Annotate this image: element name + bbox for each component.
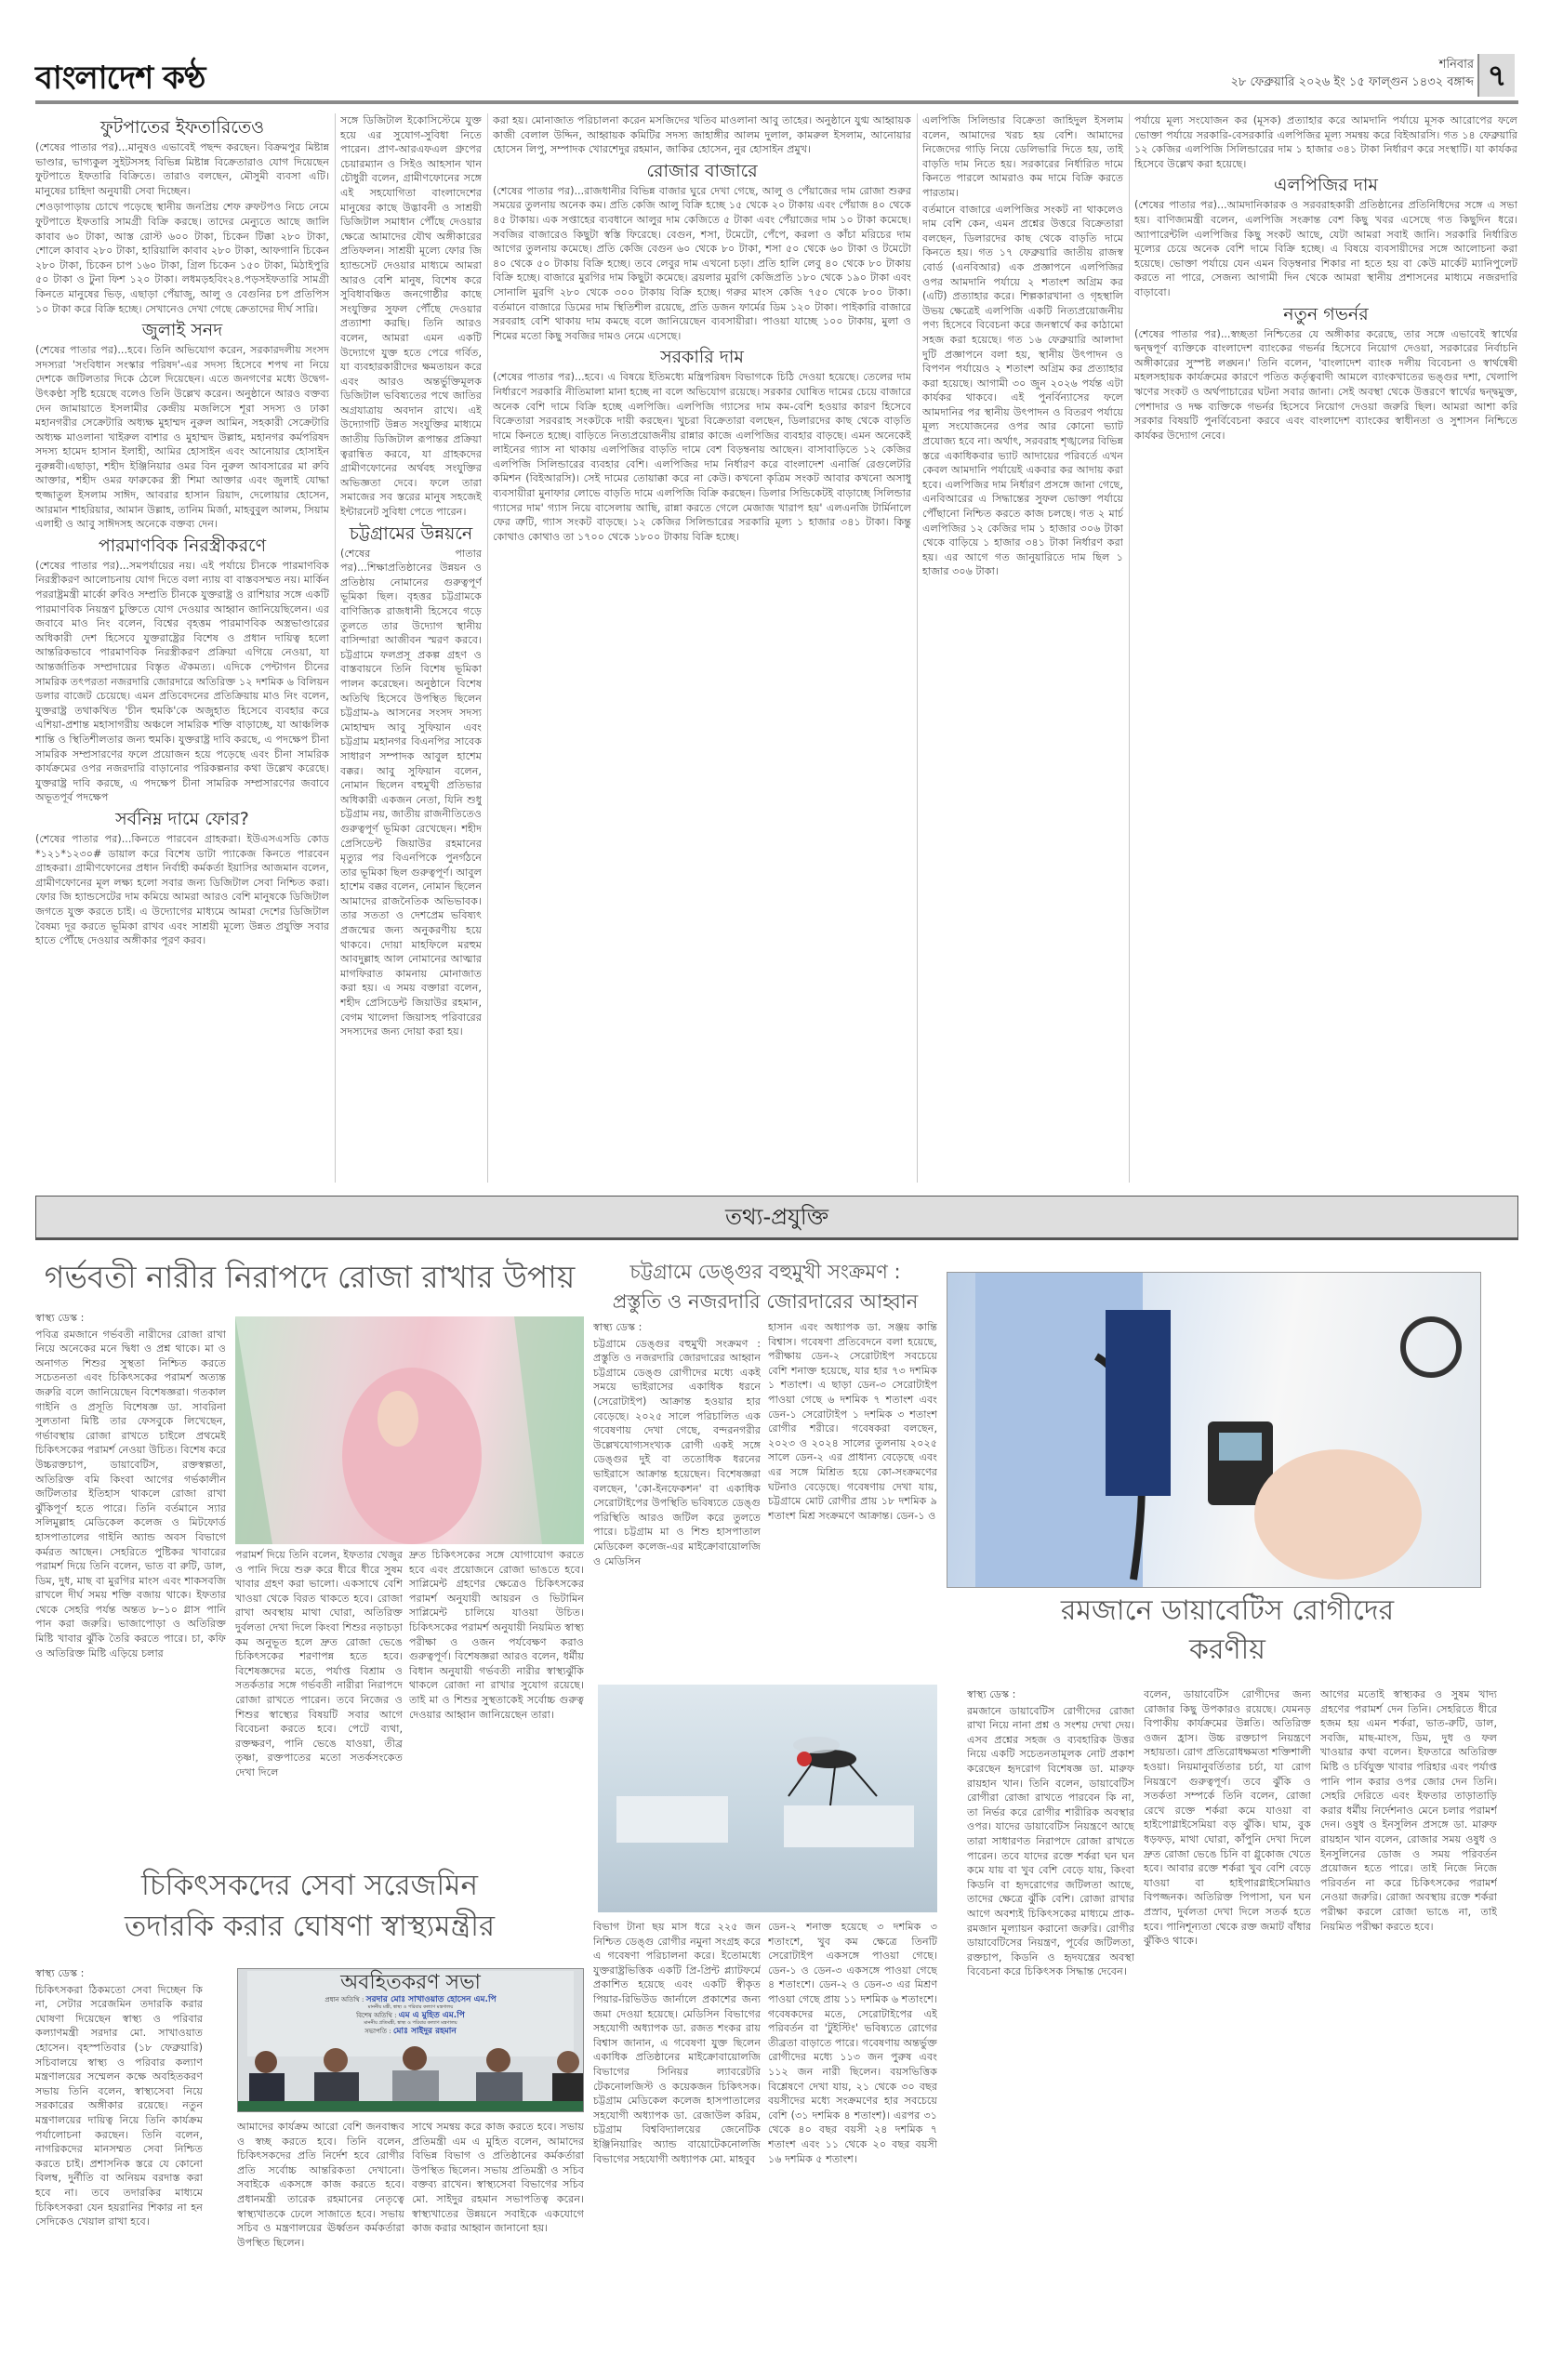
date-block <box>1230 56 1474 91</box>
column-divider <box>335 113 336 1183</box>
dengue-column-2 <box>768 1320 937 1678</box>
pregnant-woman-photo <box>235 1316 584 1544</box>
byline: স্বাস্থ্য ডেস্ক : <box>35 1312 85 1324</box>
article-paragraph: (শেষের পাতার পর)...হবে। এ বিষয়ে ইতিমধ্যে মন্ত্রিপরিষদ বিভাগকে চিঠি দেওয়া হয়েছে। তেলের দাম নির্ধারণে সরকারি নীতিমালা মানা হচ্ছে না বলে অভিযোগ রয়েছে। সরকার ঘোষিত দামের চেয়ে বাজারে অনেক বেশি দামে বিক্রি হচ্ছে এলপিজি। এলপিজি গ্যাসের দাম কম-বেশি হওয়ার কারণ হিসেবে বিক্রেতারা সরবরাহ সংকটকে দায়ী করছেন। খুচরা বিক্রেতারা বলছেন, ডিলারদের কাছ থেকে বাড়তি দামে কিনতে হচ্ছে। বাড়িতে নিত্যপ্রয়োজনীয় রান্নার কাজে এলপিজির ব্যবহার বাড়ছে। এমন অনেকেই লাইনের গ্যাস না থাকায় এলপিজির বাড়তি দামে বেশ বিড়ম্বনায় আছেন। বাসাবাড়িতে ১২ কেজির এলপিজি সিলিন্ডারের ব্যবহার বেশি। এলপিজির দাম নির্ধারণ করে বাংলাদেশ এনার্জি রেগুলেটরি কমিশন (বিইআরসি)। সেই দামের তোয়াক্কা করে না কেউ। কখনো কৃত্রিম সংকট আবার কখনো অসাধু ব্যবসায়ীরা মুনাফার লোভে বাড়তি দামে এলপিজি বিক্রি করছেন। ডিলার সিন্ডিকেটই বাড়াচ্ছে সিলিন্ডার গ্যাসের দাম' গ্যাস নিয়ে বাসেলায় আছি, রান্না করতে গেলে মেজাজ খারাপ হয়' এলএনজি টার্মিনালে ফের ত্রুটি, গ্যাস সংকট বাড়ছে। ১২ কেজির সিলিন্ডারের সরকারি মূল্য ১ হাজার ৩৪১ টাকা। কিন্তু কোথাও কোথাও তা ১৭০০ থেকে ১৮০০ টাকায় বিক্রি হচ্ছে। <box>493 371 911 543</box>
article-headline: জুলাই সনদ <box>141 320 223 341</box>
article-headline: নতুন গভর্নর <box>1283 303 1369 324</box>
dengue-mosquito-photo <box>598 1685 937 1912</box>
minister-headline-line-1: চিকিৎসকদের সেবা সরেজমিন <box>141 1869 478 1902</box>
officials-at-table <box>238 2043 584 2112</box>
article-headline: চট্টগ্রামের উন্নয়নে <box>349 522 473 544</box>
diabetes-column-3 <box>1320 1687 1497 2357</box>
article-paragraph: বর্তমানে বাজারে এলপিজির সংকট না থাকলেও দাম বেশি কেন, এমন প্রশ্নের উত্তরে বিক্রেতারা বলছেন, ডিলারদের কাছ থেকে বাড়তি দামে কিনতে হয়। গত ১৭ ফেব্রুয়ারি জাতীয় রাজস্ব বোর্ড (এনবিআর) এক প্রজ্ঞাপনে এলপিজির ওপর আমদানি পর্যায়ে ২ শতাংশ অগ্রিম কর (এটি) প্রত্যাহার করে। শিল্পকারখানা ও গৃহস্থালি উভয় ক্ষেত্রেই এলপিজি একটি নিত্যপ্রয়োজনীয় পণ্য হিসেবে বিবেচনা করে জনস্বার্থে কর কাঠামো সহজ করা হয়েছে। গত ১৬ ফেব্রুয়ারি আলাদা দুটি প্রজ্ঞাপনে বলা হয়, স্থানীয় উৎপাদন ও বিপণন পর্যায়েও ২ শতাংশ অগ্রিম কর প্রত্যাহার করা হয়েছে। আগামী ৩০ জুন ২০২৬ পর্যন্ত এটা কার্যকর থাকবে। এই পুনর্বিন্যাসের ফলে আমদানির পর স্থানীয় উৎপাদন ও বিতরণ পর্যায়ে মূল্য সংযোজনের ওপর আর কোনো ভ্যাট প্রযোজ্য হবে না। অর্থাৎ, সরবরাহ শৃঙ্খলের বিভিন্ন স্তরে একাধিকবার ভ্যাট আদায়ের পরিবর্তে এখন কেবল আমদানি পর্যায়েই একবার কর আদায় করা হবে। এলপিজির দাম নির্ধারণ প্রসঙ্গে জানা গেছে, এনবিআরের এ সিদ্ধান্তের সুফল ভোক্তা পর্যায়ে পৌঁছানো নিশ্চিত করতে কাজ চলছে। গত ২ মার্চ এলপিজির ১২ কেজির দাম ১ হাজার ৩০৬ টাকা থেকে বাড়িয়ে ১ হাজার ৩৪১ টাকা নির্ধারণ করা হয়। এর আগে গত জানুয়ারিতে দাম ছিল ১ হাজার ৩০৬ টাকা। <box>922 203 1123 578</box>
article-paragraph: বলেন, ডায়াবেটিস রোগীদের জন্য রোজার কিছু উপকারও রয়েছে। যেমনড় বিপাকীয় কার্যক্রমের উন্নতি। অতিরিক্ত ওজন হ্রাস। উচ্চ রক্তচাপ নিয়ন্ত্রণে সহায়তা। রোগ প্রতিরোধক্ষমতা শক্তিশালী হওয়া। নিয়মানুবর্তিতার চর্চা, যা রোগ নিয়ন্ত্রণে গুরুত্বপূর্ণ। তবে ঝুঁকি ও সতর্কতা সম্পর্কে তিনি বলেন, রোজা রেখে রক্তে শর্করা কমে যাওয়া বা হাইপোগ্লাইসেমিয়া বড় ঝুঁকি। ঘাম, বুক ধড়ফড়, মাথা ঘোরা, কাঁপুনি দেখা দিলে দ্রুত রোজা ভেঙে চিনি বা গ্লুকোজ খেতে হবে। আবার রক্তে শর্করা খুব বেশি বেড়ে যাওয়া বা হাইপারগ্লাইসেমিয়াও বিপজ্জনক। অতিরিক্ত পিপাসা, ঘন ঘন প্রস্রাব, দুর্বলতা দেখা দিলে সতর্ক হতে হবে। পানিশূন্যতা থেকে রক্ত জমাট বাঁধার ঝুঁকিও থাকে। <box>1144 1688 1311 1948</box>
article-paragraph: (শেষের পাতার পর)...স্বচ্ছতা নিশ্চিতের যে অঙ্গীকার করেছে, তার সঙ্গে এভাবেই স্বার্থের দ্বন্দ্বপূর্ণ ব্যক্তিকে বাংলাদেশ ব্যাংকের গভর্নর হিসেবে নিয়োগ দেওয়া, সরকারের নির্বাচনি অঙ্গীকারের সুস্পষ্ট লঙ্ঘন।' তিনি বলেন, 'বাংলাদেশ ব্যাংক দলীয় বিবেচনা ও স্বার্থন্বেষী মহলসহায়ক কার্যক্রমের কারণে পতিত কর্তৃত্ববাদী আমলে ব্যাংকখাতের ভঙ্গুর দশা, খেলাপি ঋণের সংকট ও অর্থপাচারের ঘটনা সবার জানা। সেই অবস্থা থেকে উত্তরণে স্বার্থের দ্বন্দ্বমুক্ত, পেশাদার ও দক্ষ ব্যক্তিকে গভর্নর হিসেবে নিয়োগ দেওয়া জরুরি ছিল। আমরা আশা করি সরকার বিষয়টি পুনর্বিবেচনা করবে এবং বাংলাদেশ ব্যাংকের স্বাধীনতা ও সুশাসন নিশ্চিতে কার্যকর উদ্যোগ নেবে। <box>1134 327 1517 442</box>
article-paragraph: (শেষের পাতার পর)...আমদানিকারক ও সরবরাহকারী প্রতিষ্ঠানের প্রতিনিধিদের সঙ্গে এ সভা হয়। বাণিজ্যমন্ত্রী বলেন, এলপিজি সংক্রান্ত বেশ কিছু খবর এসেছে গত কিছুদিন ধরে। অ্যাপারেন্টলি এলপিজির কিছু সংকট আছে, যেটা আমরা সবাই জানি। সরকারি নির্ধারিত মূল্যের চেয়ে অনেক বেশি দামে বিক্রি হচ্ছে। এ বিষয়ে ব্যবসায়ীদের সঙ্গে আলোচনা করা হয়েছে। ভোক্তা পর্যায়ে যেন এমন বিড়ম্বনার শিকার না হতে হয় বা কেউ মার্কেট ম্যানিপুলেট করতে না পারে, সেজন্য আগামী দিন থেকে আমরা স্থানীয় প্রশাসনের মাধ্যমে নজরদারি বাড়াবো। <box>1134 199 1517 298</box>
column-divider <box>1129 113 1130 1183</box>
column-2 <box>340 113 482 1192</box>
article-paragraph: (শেষের পাতার পর)...হবে। তিনি অভিযোগ করেন, সরকারদলীয় সংসদ সদস্যরা 'সংবিধান সংস্কার পরিষদ'-এর সদস্য হিসেবে শপথ না নিয়ে দেশকে জটিলতার দিকে ঠেলে দিয়েছেন। এতে জনগণের মধ্যে উদ্বেগ-উৎকণ্ঠা সৃষ্টি হয়েছে বলেও তিনি উল্লেখ করেন। অনুষ্ঠানে আরও বক্তব্য দেন জামায়াতে ইসলামীর কেন্দ্রীয় মজলিসে শূরা সদস্য ও ঢাকা মহানগরীর সেক্রেটারি অধ্যক্ষ মুহাম্মদ নুরুল আমিন, সহকারী সেক্রেটারি অধ্যক্ষ মাওলানা খাইরুল বাশার ও মুহাম্মদ উল্লাহ, মহানগর কর্মপরিষদ সদস্য হামেদ হাসান ইলাহী, আমির হোসাইন এবং আনোয়ার হোসাইন নুরুন্নবী।এছাড়া, শহীদ ইঞ্জিনিয়ার ওমর বিন নুরুল আবসারের মা রুবি আক্তার, শহীদ ওমর ফারুকের স্ত্রী শিমা আক্তার এবং জুলাই যোদ্ধা হুজ্জাতুল ইসলাম সাঈদ, আবরার হাসান রিয়াদ, দেলোয়ার হোসেন, আরমান শাহরিয়ার, আমান উল্লাহ, তানিম মির্জা, মাহবুবুল আলম, সিয়াম এলাহী ও আবু সাঈদসহ অনেকে বক্তব্য দেন। <box>35 344 329 531</box>
pregnancy-column-2 <box>235 1548 403 1818</box>
article-headline: এলপিজির দাম <box>1274 175 1378 196</box>
article-paragraph: করা হয়। মোনাজাত পরিচালনা করেন মসজিদের খতিব মাওলানা আবু তাহের। অনুষ্ঠানে যুগ্ম আহ্বায়ক কাজী বেলাল উদ্দিন, আহ্বায়ক কমিটির সদস্য জাহাঙ্গীর আলম দুলাল, কামরুল ইসলাম, আনোয়ার হোসেন লিপু, সম্পাদক খোরশেদুর রহমান, জাকির হোসেন, নুর হোসাইন প্রমুখ। <box>493 114 911 156</box>
minister-column-2 <box>237 2120 404 2357</box>
masthead-rule <box>35 100 1518 104</box>
article-paragraph: আমাদের কার্যক্রম আরো বেশি জনবান্ধব ও স্বচ্ছ করতে হবে। তিনি বলেন, চিকিৎসকদের প্রতি নির্দেশ হবে রোগীর প্রতি সর্বোচ্চ আন্তরিকতা দেখানো। সবাইকে একসঙ্গে কাজ করতে হবে। প্রধানমন্ত্রী তারেক রহমানের নেতৃত্বে স্বাস্থ্যখাতকে ঢেলে সাজাতে হবে। সভায় সচিব ও মন্ত্রণালয়ের ঊর্ধ্বতন কর্মকর্তারা উপস্থিত ছিলেন। <box>237 2121 404 2249</box>
pregnancy-column-1 <box>35 1311 226 1818</box>
pregnancy-column-3 <box>409 1548 584 1818</box>
article-paragraph: (শেষের পাতার পর)...কিনতে পারবেন গ্রাহকরা। ইউএসএসডি কোড *১২১*১২৩০# ডায়াল করে বিশেষ ডাটা প্যাকেজ কিনতে পারবেন গ্রাহকরা। গ্রামীণফোনের প্রধান নির্বাহী কর্মকর্তা ইয়াসির আজমান বলেন, গ্রামীণফোনের মূল লক্ষ্য হলো সবার জন্য ডিজিটাল সেবা নিশ্চিত করা। ফোর জি হ্যান্ডসেটের দাম কমিয়ে আমরা আরও বেশি মানুষকে ডিজিটাল জগতে যুক্ত করতে চাই। এ উদ্যোগের মাধ্যমে আমরা দেশের ডিজিটাল বৈষম্য দূর করতে ভূমিকা রাখব এবং সাশ্রয়ী মূল্যে উন্নত প্রযুক্তি সবার হাতে পৌঁছে দেওয়ার অঙ্গীকার পূরণ করব। <box>35 832 329 947</box>
chief-guest-title: মাননীয় মন্ত্রী, স্বাস্থ্য ও পরিবার কল্যাণ মন্ত্রণালয় <box>367 2004 454 2010</box>
article-paragraph: চট্টগ্রামে ডেঙ্গুর বহুমুখী সংক্রমণ : প্রস্তুতি ও নজরদারি জোরদারের আহ্বান চট্টগ্রামে ডেঙ্গু রোগীদের মধ্যে একই সময়ে ভাইরাসের একাধিক ধরনে (সেরোটাইপ) আক্রান্ত হওয়ার হার বেড়েছে। ২০২৫ সালে পরিচালিত এক গবেষণায় দেখা গেছে, বন্দরনগরীর উল্লেখযোগ্যসংখ্যক রোগী একই সঙ্গে ডেঙ্গুর দুই বা ততোধিক ধরনের ভাইরাসে আক্রান্ত হয়েছেন। বিশেষজ্ঞরা বলছেন, 'কো-ইনফেকশন' বা একাধিক সেরোটাইপের উপস্থিতি ভবিষ্যতে ডেঙ্গু পরিস্থিতি আরও জটিল করে তুলতে পারে। চট্টগ্রাম মা ও শিশু হাসপাতাল মেডিকেল কলেজ-এর মাইক্রোবায়োলজি ও মেডিসিন <box>593 1337 761 1567</box>
briefing-meeting-photo <box>237 1968 584 2112</box>
article-headline: সরকারি দাম <box>660 347 744 368</box>
diabetes-column-2 <box>1144 1687 1311 2357</box>
special-guest-name: এম এ মুহিত এম.পি <box>398 2011 465 2020</box>
weekday: শনিবার <box>1438 58 1474 72</box>
article-paragraph: শেওড়াপাড়ায় চোখে পড়েছে স্থানীয় জনপ্রিয় শেফ রুফটপও নিচে নেমে ফুটপাতে ইফতারি সামগ্রী বিক্রি করছে। তাদের মেন্যুতে আছে জালি কাবাব ৬০ টাকা, আস্ত রোস্ট ৬০০ টাকা, চিকেন টিক্কা ২৮০ টাকা, শোলে কাবাব ২৮০ টাকা, হারিয়ালি কাবাব ২৮০ টাকা, আফগানি চিকেন ২৮০ টাকা, চিকেন চাপ ১৬০ টাকা, গ্রিল চিকেন ১৫০ টাকা, মিঠাইপুরি ৫০ টাকা ও টুনা ফিশ ১২০ টাকা। লধমড়হবিং২৪.পড়সইফতারি সামগ্রী কিনতে মানুষের ভিড়, এছাড়া পেঁয়াজু, আলু ও বেগুনির চপ প্রতিপিস ১০ টাকা করে বিক্রি হচ্ছে। সেখানেও দেখা গেছে ক্রেতাদের দীর্ঘ সারি। <box>35 201 329 315</box>
minister-column-1 <box>35 1966 203 2357</box>
byline: স্বাস্থ্য ডেস্ক : <box>967 1688 1016 1700</box>
pregnancy-headline: গর্ভবতী নারীর নিরাপদে রোজা রাখার উপায় <box>44 1259 576 1295</box>
special-guest-label: বিশেষ অতিথি : <box>356 2012 397 2019</box>
article-paragraph: সঙ্গে ডিজিটাল ইকোসিস্টেমে যুক্ত হয়ে এর সুযোগ-সুবিধা নিতে পারেন। প্রাণ-আরএফএল গ্রুপের চেয়ারম্যান ও সিইও আহসান খান চৌধুরী বলেন, গ্রামীণফোনের সঙ্গে এই সহযোগিতা বাংলাদেশের মানুষের কাছে উদ্ভাবনী ও সাশ্রয়ী ডিজিটাল সমাধান পৌঁছে দেওয়ার ক্ষেত্রে আমাদের যৌথ অঙ্গীকারের প্রতিফলন। সাশ্রয়ী মূল্যে ফোর জি হ্যান্ডসেট দেওয়ার মাধ্যমে আমরা আরও বেশি মানুষ, বিশেষ করে সুবিধাবঞ্চিত জনগোষ্ঠীর কাছে সংযুক্তির সুফল পৌঁছে দেওয়ার প্রত্যাশা করছি। তিনি আরও বলেন, আমরা এমন একটি উদ্যোগে যুক্ত হতে পেরে গর্বিত, যা ব্যবহারকারীদের ক্ষমতায়ন করে এবং আরও অন্তর্ভুক্তিমূলক ডিজিটাল ভবিষ্যতের পথে জাতির অগ্রযাত্রায় অবদান রাখে। এই উদ্যোগটি উন্নত সংযুক্তির মাধ্যমে জাতীয় ডিজিটাল রূপান্তর প্রক্রিয়া ত্বরান্বিত করবে, যা গ্রাহকদের গ্রামীণফোনের অর্থবহ সংযুক্তির অভিজ্ঞতা দেবে। ফলে তারা সমাজের সব স্তরের মানুষ সহজেই ইন্টারনেট সুবিধা পেতে পারেন। <box>340 114 482 519</box>
mosquito-illustration <box>598 1685 937 1912</box>
column-1 <box>35 113 329 1192</box>
diabetes-headline-line-1: রমজানে ডায়াবেটিস রোগীদের <box>1060 1594 1395 1627</box>
column-3 <box>493 113 911 1192</box>
dengue-column-4 <box>768 1920 937 2357</box>
article-paragraph: এলপিজি সিলিন্ডার বিক্রেতা জাহিদুল ইসলাম বলেন, আমাদের খরচ হয় বেশি। আমাদের নিজেদের গাড়ি নিয়ে ডেলিভারি দিতে হয়, তাই বাড়তি দাম নিতে হয়। সরকারের নির্ধারিত দামে কিনতে পারলে আমরাও কম দামে বিক্রি করতে পারতাম। <box>922 114 1123 199</box>
article-headline: পারমাণবিক নিরস্ত্রীকরণে <box>98 535 267 556</box>
article-paragraph: (শেষের পাতার পর)...রাজধানীর বিভিন্ন বাজার ঘুরে দেখা গেছে, আলু ও পেঁয়াজের দাম রোজা শুরুর সময়ের তুলনায় অনেক কম। প্রতি কেজি আলু বিক্রি হচ্ছে ১৫ থেকে ২০ টাকায় এবং পেঁয়াজ ৪০ থেকে ৪৫ টাকায়। এক সপ্তাহের ব্যবধানে আলুর দাম কেজিতে ৫ টাকা এবং পেঁয়াজের দাম ১০ টাকা কমেছে। সবজির বাজারেও কিছুটা স্বস্তি ফিরেছে। বেগুন, শসা, টমেটো, পেঁপে, করলা ও কাঁচা মরিচের দাম আগের তুলনায় কমেছে। প্রতি কেজি বেগুন ৬০ থেকে ৮০ টাকা, শসা ৫০ থেকে ৬০ টাকা ও টমেটো ৪০ থেকে ৫০ টাকায় বিক্রি হচ্ছে। তবে লেবুর দাম এখনো চড়া। প্রতি হালি লেবু ৪০ থেকে ৮০ টাকায় বিক্রি হচ্ছে। বাজারে মুরগির দাম কিছুটা কমেছে। ব্রয়লার মুরগি কেজিপ্রতি ১৮০ থেকে ১৯০ টাকা এবং সোনালি মুরগি ২৮০ থেকে ৩০০ টাকায় বিক্রি হচ্ছে। গরুর মাংস কেজি ৭৫০ থেকে ৮০০ টাকা। বর্তমানে বাজারে ডিমের দাম স্থিতিশীল রয়েছে, প্রতি ডজন ফার্মের ডিম ১২০ টাকা। পাইকারি বাজারে সরবরাহ বেশি থাকায় দাম কমছে বলে জানিয়েছেন ব্যবসায়ীরা। পাওয়া যাচ্ছে ১০০ টাকায়, মুলা ও শিমের মতো কিছু সবজির দামও নেমে এসেছে। <box>493 184 911 342</box>
article-paragraph: বিভাগ টানা ছয় মাস ধরে ২২৫ জন নিশ্চিত ডেঙ্গু রোগীর নমুনা সংগ্রহ করে এ গবেষণা পরিচালনা করে। ইতোমধ্যে যুক্তরাষ্ট্রভিত্তিক একটি প্রি-প্রিন্ট প্ল্যাটফর্মে প্রকাশিত হয়েছে এবং একটি স্বীকৃত পিয়ার-রিভিউড জার্নালে প্রকাশের জন্য জমা দেওয়া হয়েছে। মেডিসিন বিভাগের সহযোগী অধ্যাপক ডা. রজত শংকর রায় বিশ্বাস জানান, এ গবেষণা যুক্ত ছিলেন একাধিক প্রতিষ্ঠানের মাইক্রোবায়োলজি বিভাগের সিনিয়র ল্যাবরেটরি টেকনোলজিস্ট ও কয়েকজন চিকিৎসক। চট্টগ্রাম মেডিকেল কলেজ হাসপাতালের সহযোগী অধ্যাপক ডা. রেজাউল করিম, চট্টগ্রাম বিশ্ববিদ্যালয়ের জেনেটিক ইঞ্জিনিয়ারিং অ্যান্ড বায়োটেকনোলজি বিভাগের সহযোগী অধ্যাপক মো. মাহবুব <box>593 1921 761 2165</box>
dengue-headline-line-1: চট্টগ্রামে ডেঙ্গুর বহুমুখী সংক্রমণ : <box>629 1261 901 1283</box>
diabetes-headline <box>958 1592 1497 1670</box>
article-paragraph: পর্যায়ে মূল্য সংযোজন কর (মূসক) প্রত্যাহার করে আমদানি পর্যায়ে মূসক আরোপের ফলে ভোক্তা পর্যায়ে সরকারি-বেসরকারি এলপিজির মূল্য সমন্বয় করে বিইআরসি। গত ১৪ ফেব্রুয়ারি ১২ কেজির এলপিজি সিলিন্ডারের দাম ১ হাজার ৩৪১ টাকা নির্ধারণ করে সংস্থাটি। যা কার্যকর হিসেবে উল্লেখ করা হয়েছে। <box>1134 114 1517 170</box>
minister-headline <box>35 1865 584 1947</box>
special-guest-line <box>247 2011 574 2020</box>
page-number: ৭ <box>1477 54 1515 97</box>
chair-label: সভাপতি : <box>364 2028 391 2035</box>
blood-pressure-illustration <box>947 1273 1481 1588</box>
article-paragraph: (শেষের পাতার পর)...মানুষও এভাবেই পছন্দ করছেন। বিক্রমপুর মিষ্টান্ন ভাণ্ডার, ভাগ্যকুল সুইটসসহ বিভিন্ন মিষ্টান্ন বিক্রেতারাও যোগ দিয়েছেন ফুটপাতে ইফতারি বিক্রিতে। তারাও বলছেন, মৌসুমী ব্যবসা এটি। মানুষের চাহিদা অনুযায়ী সেবা দিচ্ছেন। <box>35 141 329 197</box>
diabetes-photo <box>947 1272 1481 1588</box>
section-title: তথ্য-প্রযুক্তি <box>724 1204 829 1230</box>
chief-guest-line <box>247 1995 574 2004</box>
newspaper-logo <box>35 56 249 100</box>
section-band <box>35 1196 1518 1240</box>
article-paragraph: পরামর্শ দিয়ে তিনি বলেন, ইফতার খেজুর ও পানি দিয়ে শুরু করে ধীরে ধীরে সুষম খাবার গ্রহণ করা ভালো। একসাথে বেশি খাওয়া থেকে বিরত থাকতে হবে। রোজা রাখা অবস্থায় মাথা ঘোরা, অতিরিক্ত দুর্বলতা দেখা দিলে কিংবা শিশুর নড়াচড়া কম অনুভূত হলে দ্রুত রোজা ভেঙে চিকিৎসকের শরণাপন্ন হতে হবে। বিশেষজ্ঞদের মতে, পর্যাপ্ত বিশ্রাম ও সতর্কতার সঙ্গে গর্ভবতী নারীরা নিরাপদে রোজা রাখতে পারেন। তবে নিজের ও শিশুর স্বাস্থ্যের বিষয়টি সবার আগে বিবেচনা করতে হবে। পেটে ব্যথা, রক্তক্ষরণ, পানি ভেঙে যাওয়া, তীব্র তৃষ্ণা, রক্তপাতের মতো সতর্কসংকেত দেখা দিলে <box>235 1549 403 1778</box>
chief-guest-name: সরদার মোঃ সাখাওয়াত হোসেন এম.পি <box>365 1995 497 2004</box>
column-5 <box>1134 113 1517 1192</box>
article-paragraph: রমজানে ডায়াবেটিস রোগীদের রোজা রাখা নিয়ে নানা প্রশ্ন ও সংশয় দেখা দেয়। এসব প্রশ্নের সহজ ও ব্যবহারিক উত্তর নিয়ে একটি সচেতনতামূলক নোট প্রকাশ করেছেন হৃদরোগ বিশেষজ্ঞ ডা. মারুফ রায়হান খান। তিনি বলেন, ডায়াবেটিস রোগীরা রোজা রাখতে পারবেন কি না, তা নির্ভর করে রোগীর শারীরিক অবস্থার ওপর। যাদের ডায়াবেটিস নিয়ন্ত্রণে আছে তারা সাধারণত নিরাপদে রোজা রাখতে পারেন। তবে যাদের রক্তে শর্করা ঘন ঘন কমে যায় বা খুব বেশি বেড়ে যায়, কিংবা কিডনি বা হৃদরোগের জটিলতা আছে, তাদের ক্ষেত্রে ঝুঁকি বেশি। রোজা রাখার আগে অবশ্যই চিকিৎসকের মাধ্যমে প্রাক-রমজান মূল্যায়ন করানো জরুরি। রোগীর ডায়াবেটিসের নিয়ন্ত্রণ, পূর্বের জটিলতা, রক্তচাপ, কিডনি ও হৃদযন্ত্রের অবস্থা বিবেচনা করে চিকিৎসক সিদ্ধান্ত দেবেন। <box>967 1704 1134 1978</box>
minister-headline-line-2: তদারকি করার ঘোষণা স্বাস্থ্যমন্ত্রীর <box>124 1910 496 1943</box>
minister-column-3 <box>412 2120 584 2357</box>
chair-name: মোঃ সাইদুর রহমান <box>392 2027 457 2036</box>
article-paragraph: ডেন-২ শনাক্ত হয়েছে ৩ দশমিক ৩ শতাংশে, খুব কম ক্ষেত্রে তিনটি সেরোটাইপ একসঙ্গে পাওয়া গেছে। ডেন-১ ও ডেন-৩ একসঙ্গে পাওয়া গেছে ৪ শতাংশে। ডেন-২ ও ডেন-৩ এর মিশ্রণ পাওয়া গেছে প্রায় ১১ দশমিক ৬ শতাংশে। গবেষকদের মতে, সেরোটাইপের এই পরিবর্তন বা 'টুইস্টিং' ভবিষ্যতে রোগের তীব্রতা বাড়াতে পারে। গবেষণায় অন্তর্ভুক্ত রোগীদের মধ্যে ১১৩ জন পুরুষ এবং ১১২ জন নারী ছিলেন। বয়সভিত্তিক বিশ্লেষণে দেখা যায়, ২১ থেকে ৩০ বছর বয়সীদের মধ্যে সংক্রমণের হার সবচেয়ে বেশি (৩১ দশমিক ৪ শতাংশ)। এরপর ৩১ থেকে ৪০ বছর বয়সী ২৪ দশমিক ৭ শতাংশ এবং ১১ থেকে ২০ বছর বয়সী ১৬ দশমিক ৫ শতাংশ। <box>768 1921 937 2165</box>
column-divider <box>917 113 918 1183</box>
article-paragraph: চিকিৎসকরা ঠিকমতো সেবা দিচ্ছেন কি না, সেটার সরেজমিন তদারকি করার ঘোষণা দিয়েছেন স্বাস্থ্য ও পরিবার কল্যাণমন্ত্রী সরদার মো. সাখাওয়াত হোসেন। বৃহস্পতিবার (১৮ ফেব্রুয়ারি) সচিবালয়ে স্বাস্থ্য ও পরিবার কল্যাণ মন্ত্রণালয়ের সম্মেলন কক্ষে অবহিতকরণ সভায় তিনি বলেন, স্বাস্থ্যসেবা নিয়ে সরকারের অঙ্গীকার রয়েছে। নতুন মন্ত্রণালয়ের দায়িত্ব নিয়ে তিনি কার্যক্রম পর্যালোচনা করছেন। তিনি বলেন, নাগরিকদের মানসম্মত সেবা নিশ্চিত করতে চাই। প্রশাসনিক স্তরে যে কোনো বিলম্ব, দুর্নীতি বা অনিয়ম বরদাস্ত করা হবে না। তবে তদারকির মাধ্যমে চিকিৎসকরা যেন হয়রানির শিকার না হন সেদিকেও খেয়াল রাখা হবে। <box>35 1983 203 2228</box>
column-divider <box>487 113 488 1183</box>
article-paragraph: (শেষের পাতার পর)...শিক্ষাপ্রতিষ্ঠানের উন্নয়ন ও প্রতিষ্ঠায় নোমানের গুরুত্বপূর্ণ ভূমিকা ছিল। বৃহত্তর চট্টগ্রামকে বাণিজ্যিক রাজধানী হিসেবে গড়ে তুলতে তার উদ্যোগ স্থানীয় বাসিন্দারা আজীবন স্মরণ করবে। চট্টগ্রামে ফলপ্রসূ প্রকল্প গ্রহণ ও বাস্তবায়নে তিনি বিশেষ ভূমিকা পালন করেছেন। অনুষ্ঠানে বিশেষ অতিথি হিসেবে উপস্থিত ছিলেন চট্টগ্রাম-৯ আসনের সংসদ সদস্য মোহাম্মদ আবু সুফিয়ান এবং চট্টগ্রাম মহানগর বিএনপির সাবেক সাধারণ সম্পাদক আবুল হাশেম বক্কর। আবু সুফিয়ান বলেন, নোমান ছিলেন বহুমুখী প্রতিভার অধিকারী একজন নেতা, যিনি শুধু চট্টগ্রাম নয়, জাতীয় রাজনীতিতেও গুরুত্বপূর্ণ ভূমিকা রেখেছেন। শহীদ প্রেসিডেন্ট জিয়াউর রহমানের মৃত্যুর পর বিএনপিকে পুনর্গঠনে তার ভূমিকা ছিল গুরুত্বপূর্ণ। আবুল হাশেম বক্কর বলেন, নোমান ছিলেন আমাদের রাজনৈতিক অভিভাবক। তার সততা ও দেশপ্রেম ভবিষ্যৎ প্রজন্মের জন্য অনুকরণীয় হয়ে থাকবে। দোয়া মাহফিলে মরহুম আবদুল্লাহ আল নোমানের আত্মার মাগফিরাত কামনায় মোনাজাত করা হয়। এ সময় বক্তারা বলেন, শহীদ প্রেসিডেন্ট জিয়াউর রহমান, বেগম খালেদা জিয়াসহ পরিবারের সদস্যদের জন্য দোয়া করা হয়। <box>340 547 482 1038</box>
article-headline: সর্বনিম্ন দামে ফোর? <box>115 808 249 829</box>
column-4 <box>922 113 1123 1192</box>
byline: স্বাস্থ্য ডেস্ক : <box>593 1321 643 1333</box>
chair-line <box>247 2027 574 2036</box>
byline: স্বাস্থ্য ডেস্ক : <box>35 1967 85 1979</box>
date-line: ২৮ ফেব্রুয়ারি ২০২৬ ইং ১৫ ফাল্গুন ১৪৩২ বঙ্গাব্দ <box>1230 75 1474 89</box>
article-headline: রোজার বাজারে <box>646 160 758 181</box>
article-headline: ফুটপাতের ইফতারিতেও <box>99 117 265 138</box>
article-paragraph: আগের মতোই স্বাস্থ্যকর ও সুষম খাদ্য গ্রহণের পরামর্শ দেন তিনি। সেহরিতে ধীরে হজম হয় এমন শর্করা, ভাত-রুটি, ডাল, সবজি, মাছ-মাংস, ডিম, দুধ ও ফল খাওয়ার কথা বলেন। ইফতারে অতিরিক্ত মিষ্টি ও চর্বিযুক্ত খাবার পরিহার এবং পর্যাপ্ত পানি পান করার ওপর জোর দেন তিনি। সেহরি দেরিতে এবং ইফতার তাড়াতাড়ি করার ধর্মীয় নির্দেশনাও মেনে চলার পরামর্শ দেন। ওষুধ ও ইনসুলিন প্রসঙ্গে ডা. মারুফ রায়হান খান বলেন, রোজার সময় ওষুধ ও ইনসুলিনের ডোজ ও সময় পরিবর্তন প্রয়োজন হতে পারে। তাই নিজে নিজে পরিবর্তন না করে চিকিৎসকের পরামর্শ নেওয়া জরুরি। রোজা অবস্থায় রক্তে শর্করা পরীক্ষা করলে রোজা ভাঙে না, তাই নিয়মিত পরীক্ষা করতে হবে। <box>1320 1688 1497 1933</box>
diabetes-column-1 <box>967 1687 1134 2357</box>
pregnant-belly-illustration <box>235 1316 584 1544</box>
special-guest-title: মাননীয় প্রতিমন্ত্রী, স্বাস্থ্য ও পরিবার কল্যাণ মন্ত্রণালয় <box>364 2020 457 2026</box>
dengue-column-3 <box>593 1920 761 2357</box>
diabetes-headline-line-2: করণীয় <box>1189 1633 1265 1666</box>
article-paragraph: (শেষের পাতার পর)...সমপর্যায়ের নয়। এই পর্যায়ে চীনকে পারমাণবিক নিরস্ত্রীকরণ আলোচনায় যোগ দিতে বলা ন্যায় বা বাস্তবসম্মত নয়। মার্কিন পররাষ্ট্রমন্ত্রী মার্কো রুবিও সম্প্রতি চীনকে যুক্তরাষ্ট্র ও রাশিয়ার সঙ্গে একটি পারমাণবিক নিয়ন্ত্রণ চুক্তিতে যোগ দেওয়ার আহ্বান জানিয়েছিলেন। এর জবাবে মাও নিং বলেন, বিশ্বের বৃহত্তম পারমাণবিক অস্ত্রভাণ্ডারের অধিকারী দেশ হিসেবে যুক্তরাষ্ট্রের বিশেষ ও প্রধান দায়িত্ব হলো আন্তরিকভাবে পারমাণবিক নিরস্ত্রীকরণ প্রক্রিয়া এগিয়ে নেওয়া, যা আন্তর্জাতিক সম্প্রদায়ের বিস্তৃত ঐকমত্য। এদিকে পেন্টাগন চীনের সামরিক তৎপরতা নজরদারি জোরদারে অতিরিক্ত ১২ দশমিক ৬ বিলিয়ন ডলার বাজেট চেয়েছে। এমন প্রতিবেদনের প্রতিক্রিয়ায় মাও নিং বলেন, যুক্তরাষ্ট্র তথাকথিত 'চীন হুমকি'কে অজুহাত হিসেবে ব্যবহার করে এশিয়া-প্রশান্ত মহাসাগরীয় অঞ্চলে সামরিক শক্তি বাড়াচ্ছে, যা আঞ্চলিক শান্তি ও স্থিতিশীলতার জন্য হুমকি। যুক্তরাষ্ট্র দাবি করছে, এ পদক্ষেপ চীনা সামরিক সম্প্রসারণের ফলে প্রয়োজন হয়ে পড়েছে এবং চীনা সামরিক কার্যক্রমের ওপর নজরদারি বাড়ানোর পরিকল্পনার কথা উল্লেখ করেছে। যুক্তরাষ্ট্র দাবি করছে, এ পদক্ষেপ চীনা সামরিক সম্প্রসারণের জবাবে অভূতপূর্ব পদক্ষেপ <box>35 559 329 804</box>
article-paragraph: হাসান এবং অধ্যাপক ডা. সঞ্জয় কান্তি বিশ্বাস। গবেষণা প্রতিবেদনে বলা হয়েছে, পরীক্ষায় ডেন-২ সেরোটাইপ সবচেয়ে বেশি শনাক্ত হয়েছে, যার হার ৭৩ দশমিক ১ শতাংশ। এ ছাড়া ডেন-৩ সেরোটাইপ পাওয়া গেছে ৬ দশমিক ৭ শতাংশ এবং ডেন-১ সেরোটাইপ ১ দশমিক ৩ শতাংশ রোগীর শরীরে। গবেষকরা বলছেন, ২০২৩ ও ২০২৪ সালের তুলনায় ২০২৫ সালে ডেন-২ এর প্রাধান্য বেড়েছে এবং এর সঙ্গে মিশ্রিত হয়ে কো-সংক্রমণের ঘটনাও বেড়েছে। গবেষণায় দেখা যায়, চট্টগ্রামে মোট রোগীর প্রায় ১৮ দশমিক ৯ শতাংশ মিশ্র সংক্রমণে আক্রান্ত। ডেন-১ ও <box>768 1321 937 1522</box>
article-paragraph: সাথে সমন্বয় করে কাজ করতে হবে। সভায় প্রতিমন্ত্রী এম এ মুহিত বলেন, আমাদের বিভিন্ন বিভাগ ও প্রতিষ্ঠানের কর্মকর্তারা উপস্থিত ছিলেন। সভায় প্রতিমন্ত্রী ও সচিব বক্তব্য রাখেন। স্বাস্থ্যসেবা বিভাগের সচিব মো. সাইদুর রহমান সভাপতিত্ব করেন। স্বাস্থ্যখাতের উন্নয়নে সবাইকে একযোগে কাজ করার আহ্বান জানানো হয়। <box>412 2121 584 2235</box>
dengue-headline <box>593 1257 937 1316</box>
dengue-column-1 <box>593 1320 761 1678</box>
chief-guest-label: প্রধান অতিথি : <box>325 1996 364 2003</box>
banner-title: অবহিতকরণ সভা <box>340 1971 481 1994</box>
article-paragraph: পবিত্র রমজানে গর্ভবতী নারীদের রোজা রাখা নিয়ে অনেকের মনে দ্বিধা ও প্রশ্ন থাকে। মা ও অনাগত শিশুর সুস্থতা নিশ্চিত করতে সচেতনতা এবং চিকিৎসকের পরামর্শ অত্যন্ত জরুরি বলে জানিয়েছেন বিশেষজ্ঞরা। গতকাল গাইনি ও প্রসূতি বিশেষজ্ঞ ডা. সাবরিনা সুলতানা মিষ্টি তার ফেসবুকে লিখেছেন, গর্ভাবস্থায় রোজা রাখতে চাইলে প্রথমেই চিকিৎসকের পরামর্শ নেওয়া উচিত। বিশেষ করে উচ্চরক্তচাপ, ডায়াবেটিস, রক্তস্বল্পতা, অতিরিক্ত বমি কিংবা আগের গর্ভকালীন জটিলতার ইতিহাস থাকলে রোজা রাখা ঝুঁকিপূর্ণ হতে পারে। তিনি বর্তমানে স্যার সলিমুল্লাহ মেডিকেল কলেজ ও মিটফোর্ড হাসপাতালের গাইনি অ্যান্ড অবস বিভাগে কর্মরত আছেন। সেহরিতে পুষ্টিকর খাবারের পরামর্শ দিয়ে তিনি বলেন, ভাত বা রুটি, ডাল, ডিম, দুধ, মাছ বা মুরগির মাংস এবং শাকসবজি রাখলে দীর্ঘ সময় শক্তি বজায় থাকে। ইফতার থেকে সেহরি পর্যন্ত অন্তত ৮–১০ গ্লাস পানি পান করা জরুরি। ভাজাপোড়া ও অতিরিক্ত মিষ্টি খাবার ঝুঁকি তৈরি করতে পারে। চা, কফি ও অতিরিক্ত মিষ্টি এড়িয়ে চলার <box>35 1328 226 1659</box>
article-paragraph: দ্রুত চিকিৎসকের সঙ্গে যোগাযোগ করতে হবে এবং প্রয়োজনে রোজা ভাঙতে হবে। সাপ্লিমেন্ট গ্রহণের ক্ষেত্রেও চিকিৎসকের পরামর্শ অনুযায়ী আয়রন ও ভিটামিন সাপ্লিমেন্ট চালিয়ে যাওয়া উচিত। চিকিৎসকের পরামর্শ অনুযায়ী নিয়মিত স্বাস্থ্য পরীক্ষা ও ওজন পর্যবেক্ষণ করাও গুরুত্বপূর্ণ। বিশেষজ্ঞরা আরও বলেন, ধর্মীয় বিধান অনুযায়ী গর্ভবতী নারীর স্বাস্থ্যঝুঁকি থাকলে রোজা না রাখার সুযোগ রয়েছে। তাই মা ও শিশুর সুস্থতাকেই সর্বোচ্চ গুরুত্ব দেওয়ার আহ্বান জানিয়েছেন তারা। <box>409 1549 584 1721</box>
dengue-headline-line-2: প্রস্তুতি ও নজরদারি জোরদারের আহ্বান <box>612 1290 919 1313</box>
logo-text: বাংলাদেশ কণ্ঠ <box>35 60 205 97</box>
